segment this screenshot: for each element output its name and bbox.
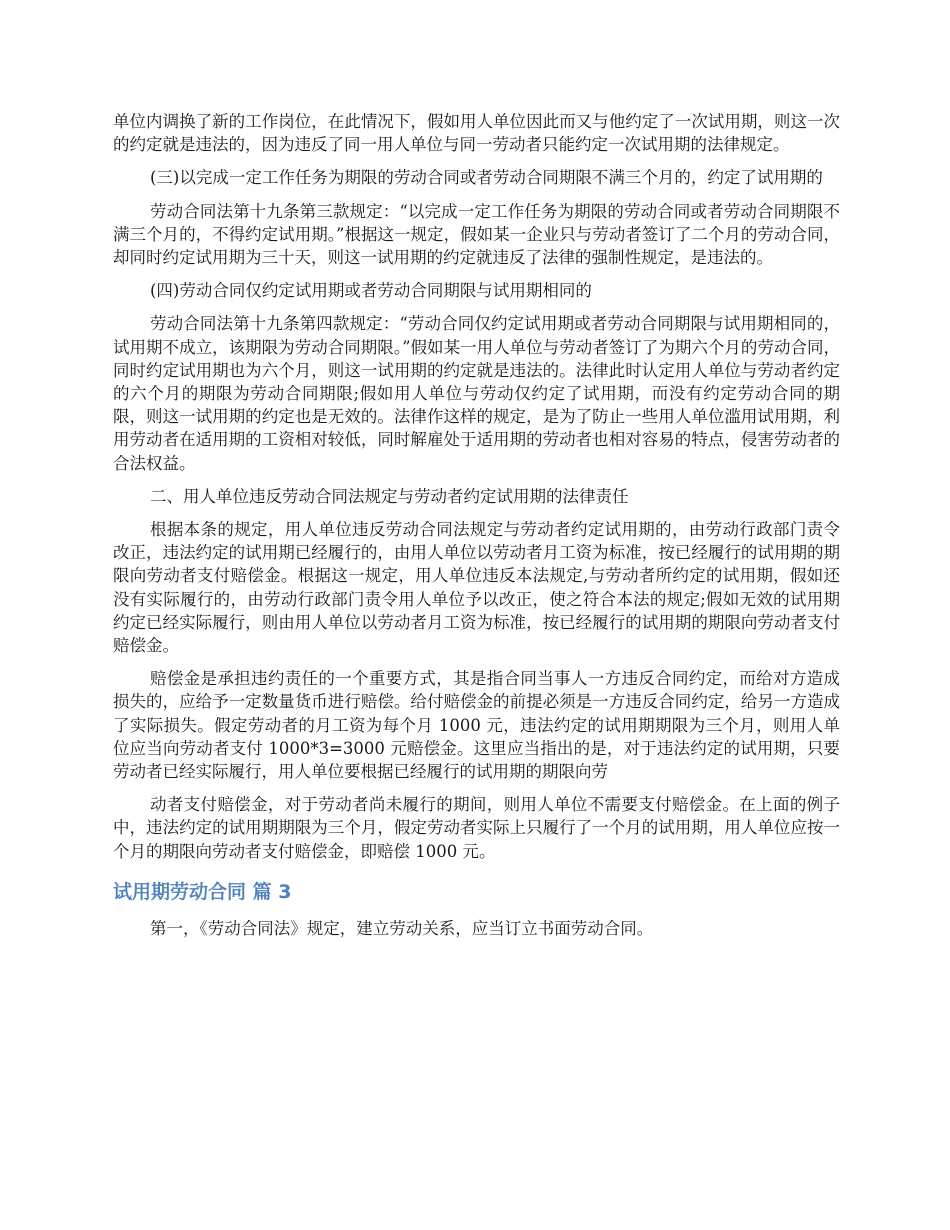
paragraph-first-point: 第一，《劳动合同法》规定，建立劳动关系，应当订立书面劳动合同。	[150, 918, 654, 938]
paragraph-article-19-3: 劳动合同法第十九条第三款规定：“以完成一定工作任务为期限的劳动合同或者劳动合同期限不满三个月的，不得约定试用期。”根据这一规定，假如某一企业只与劳动者签订了二个月的劳动合同，却同时约定试用期为三十天，则这一试用期的约定就违反了法律的强制性规定，是违法的。	[113, 201, 840, 268]
paragraph-article-19-4: 劳动合同法第十九条第四款规定：“劳动合同仅约定试用期或者劳动合同期限与试用期相同的，试用期不成立，该期限为劳动合同期限。”假如某一用人单位与劳动者签订了为期六个月的劳动合同，同时约定试用期也为六个月，则这一试用期的约定就是违法的。法律此时认定用人单位与劳动者约定的六个月的期限为劳动合同期限;假如用人单位与劳动仅约定了试用期，而没有约定劳动合同的期限，则这一试用期的约定也是无效的。法律作这样的规定，是为了防止一些用人单位滥用试用期，利用劳动者在适用期的工资相对较低，同时解雇处于适用期的劳动者也相对容易的特点，侵害劳动者的合法权益。	[113, 314, 840, 473]
section-heading-liability: 二、用人单位违反劳动合同法规定与劳动者约定试用期的法律责任	[150, 486, 629, 506]
subsection-heading-4: (四)劳动合同仅约定试用期或者劳动合同期限与试用期相同的	[150, 281, 592, 301]
paragraph-liability: 根据本条的规定，用人单位违反劳动合同法规定与劳动者约定试用期的，由劳动行政部门责令改正，违法约定的试用期已经履行的，由用人单位以劳动者月工资为标准，按已经履行的试用期的期限向劳动者支付赔偿金。根据这一规定，用人单位违反本法规定,与劳动者所约定的试用期，假如还没有实际履行的，由劳动行政部门责令用人单位予以改正，使之符合本法的规定;假如无效的试用期约定已经实际履行，则由用人单位以劳动者月工资为标准，按已经履行的试用期的期限向劳动者支付赔偿金。	[113, 520, 840, 656]
subsection-heading-3: (三)以完成一定工作任务为期限的劳动合同或者劳动合同期限不满三个月的，约定了试用期的	[150, 168, 823, 188]
document-page	[113, 110, 840, 950]
paragraph-compensation: 赔偿金是承担违约责任的一个重要方式，其是指合同当事人一方违反合同约定，而给对方造成损失的，应给予一定数量货币进行赔偿。给付赔偿金的前提必须是一方违反合同约定，给另一方造成了实际损失。假定劳动者的月工资为每个月 1000 元，违法约定的试用期期限为三个月，则用人单位应当向劳动者支付 1000*3=3000 元赔偿金。这里应当指出的是，对于违法约定的试用期，只要劳动者已经实际履行，用人单位要根据已经履行的试用期的期限向劳	[113, 669, 840, 782]
paragraph-continuation: 单位内调换了新的工作岗位，在此情况下，假如用人单位因此而又与他约定了一次试用期，则这一次的约定就是违法的，因为违反了同一用人单位与同一劳动者只能约定一次试用期的法律规定。	[113, 112, 840, 155]
paragraph-compensation-continued: 动者支付赔偿金，对于劳动者尚未履行的期间，则用人单位不需要支付赔偿金。在上面的例子中，违法约定的试用期期限为三个月，假定劳动者实际上只履行了一个月的试用期，用人单位应按一个月的期限向劳动者支付赔偿金，即赔偿 1000 元。	[113, 795, 840, 861]
section-title: 试用期劳动合同 篇 3	[113, 880, 292, 903]
